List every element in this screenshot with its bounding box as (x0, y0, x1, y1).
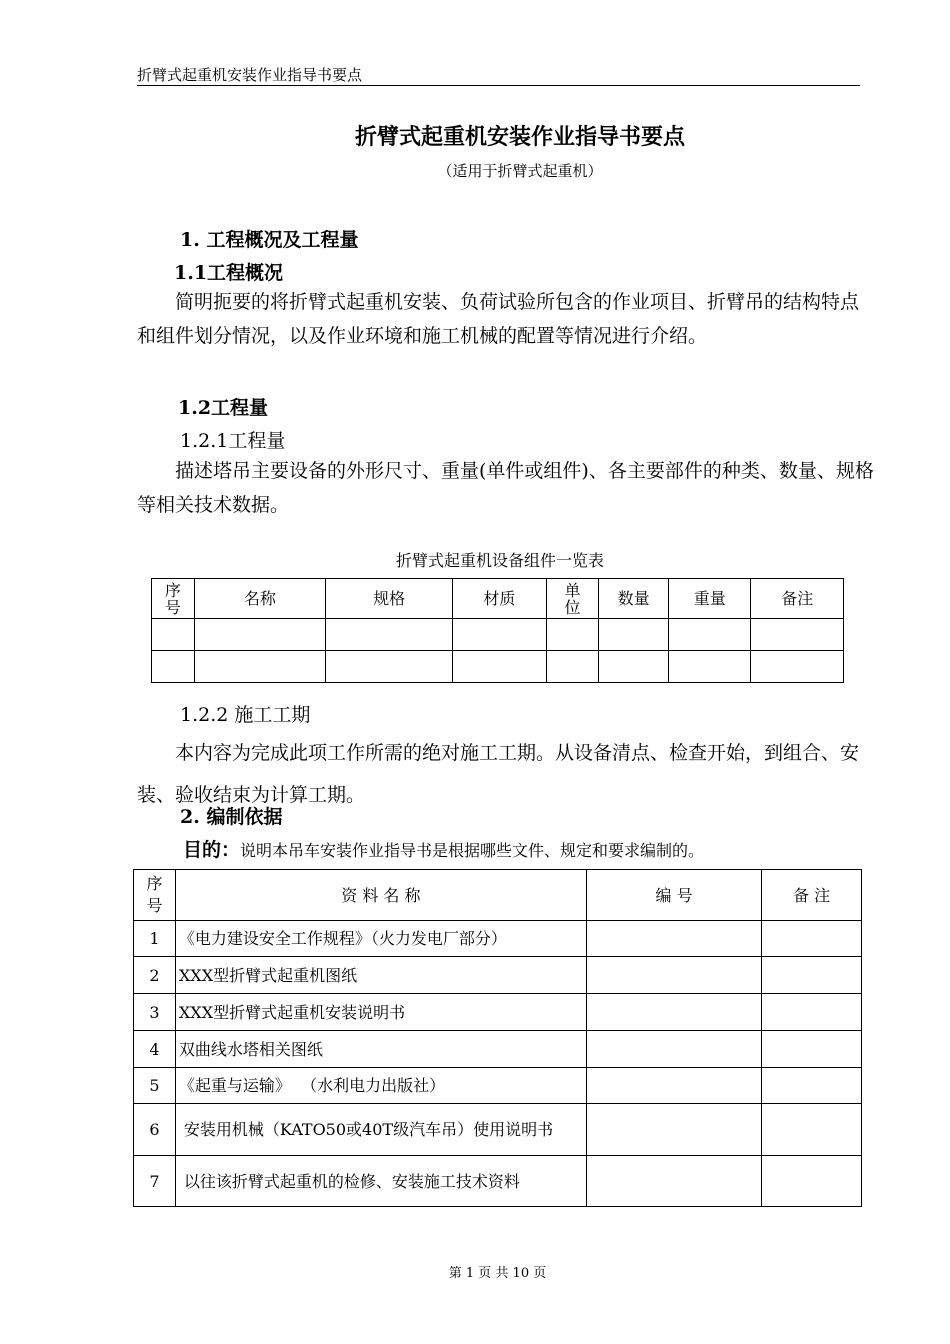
row-number: 3 (134, 994, 176, 1031)
table-row (152, 619, 844, 651)
header-rule (137, 85, 860, 86)
document-title: 折臂式起重机安装作业指导书要点 (354, 124, 685, 150)
row-doc-name: 双曲线水塔相关图纸 (175, 1031, 586, 1068)
row-number: 5 (134, 1068, 176, 1104)
row-remark (762, 1104, 862, 1156)
table-row (134, 1068, 862, 1104)
table-cell (546, 651, 599, 683)
table-row (134, 994, 862, 1031)
table-cell (325, 651, 452, 683)
col-header-remark: 备 注 (762, 870, 862, 921)
row-number: 2 (134, 957, 176, 994)
section-1-2-1-paragraph: 描述塔吊主要设备的外形尺寸、重量(单件或组件)、各主要部件的种类、数量、规格等相关技术数据。 (137, 460, 874, 516)
purpose-label: 目的： (183, 839, 241, 861)
purpose-text: 说明本吊车安装作业指导书是根据哪些文件、规定和要求编制的。 (240, 841, 705, 860)
row-doc-name: 《电力建设安全工作规程》（火力发电厂部分） (175, 921, 586, 957)
table-cell (599, 651, 669, 683)
col-header-material: 材质 (453, 579, 546, 619)
col-header-spec: 规格 (325, 579, 452, 619)
col-header-number: 编 号 (586, 870, 761, 921)
row-doc-number (586, 1068, 761, 1104)
table-row (134, 1031, 862, 1068)
page-number-footer: 第 1 页 共 10 页 (448, 1266, 547, 1281)
row-number: 7 (134, 1156, 176, 1207)
col-header-doc-name: 资 料 名 称 (175, 870, 586, 921)
row-doc-number (586, 1156, 761, 1207)
row-remark (762, 957, 862, 994)
reference-table (133, 869, 862, 1207)
table-1-caption: 折臂式起重机设备组件一览表 (395, 551, 604, 570)
col-header-seq: 序号 (152, 579, 195, 619)
section-1-heading: 1. 工程概况及工程量 (180, 229, 359, 251)
table-cell (194, 619, 325, 651)
table-row (134, 957, 862, 994)
section-1-2-2-heading: 1.2.2 施工工期 (180, 704, 311, 726)
row-doc-name: 《起重与运输》 （水利电力出版社） (175, 1068, 586, 1104)
col-header-qty: 数量 (599, 579, 669, 619)
row-number: 4 (134, 1031, 176, 1068)
row-number: 6 (134, 1104, 176, 1156)
table-cell (152, 619, 195, 651)
row-doc-name: XXX型折臂式起重机安装说明书 (175, 994, 586, 1031)
row-doc-number (586, 921, 761, 957)
table-header-row (134, 870, 862, 921)
purpose-line (183, 835, 704, 862)
table-cell (751, 651, 844, 683)
document-subtitle: （适用于折臂式起重机） (437, 162, 603, 180)
table-header-row (152, 579, 844, 619)
table-cell (152, 651, 195, 683)
row-doc-number (586, 1104, 761, 1156)
col-header-seq: 序号 (134, 870, 176, 921)
row-remark (762, 994, 862, 1031)
table-row (134, 921, 862, 957)
row-remark (762, 1068, 862, 1104)
table-cell (325, 619, 452, 651)
row-number: 1 (134, 921, 176, 957)
col-header-unit: 单位 (546, 579, 599, 619)
section-2-heading: 2. 编制依据 (180, 806, 283, 828)
table-row (152, 651, 844, 683)
table-cell (194, 651, 325, 683)
section-1-2-heading: 1.2工程量 (178, 397, 269, 419)
col-header-remark: 备注 (751, 579, 844, 619)
row-remark (762, 921, 862, 957)
table-cell (668, 619, 751, 651)
section-1-1-paragraph: 简明扼要的将折臂式起重机安装、负荷试验所包含的作业项目、折臂吊的结构特点和组件划分情况，以及作业环境和施工机械的配置等情况进行介绍。 (137, 291, 860, 347)
table-cell (453, 651, 546, 683)
row-remark (762, 1156, 862, 1207)
row-doc-name: 安装用机械（KATO50或40T级汽车吊）使用说明书 (175, 1104, 586, 1156)
row-doc-name: 以往该折臂式起重机的检修、安装施工技术资料 (175, 1156, 586, 1207)
table-cell (599, 619, 669, 651)
table-row (134, 1104, 862, 1156)
row-doc-number (586, 957, 761, 994)
table-cell (453, 619, 546, 651)
table-row (134, 1156, 862, 1207)
row-remark (762, 1031, 862, 1068)
col-header-name: 名称 (194, 579, 325, 619)
section-1-1-heading: 1.1工程概况 (174, 262, 284, 284)
equipment-table (151, 578, 844, 683)
table-cell (546, 619, 599, 651)
row-doc-name: XXX型折臂式起重机图纸 (175, 957, 586, 994)
row-doc-number (586, 994, 761, 1031)
col-header-weight: 重量 (668, 579, 751, 619)
section-1-2-1-heading: 1.2.1工程量 (180, 430, 286, 452)
table-cell (751, 619, 844, 651)
row-doc-number (586, 1031, 761, 1068)
running-header: 折臂式起重机安装作业指导书要点 (137, 66, 363, 84)
table-cell (668, 651, 751, 683)
section-1-2-2-paragraph: 本内容为完成此项工作所需的绝对施工工期。从设备清点、检查开始，到组合、安装、验收结束为计算工期。 (137, 742, 860, 806)
